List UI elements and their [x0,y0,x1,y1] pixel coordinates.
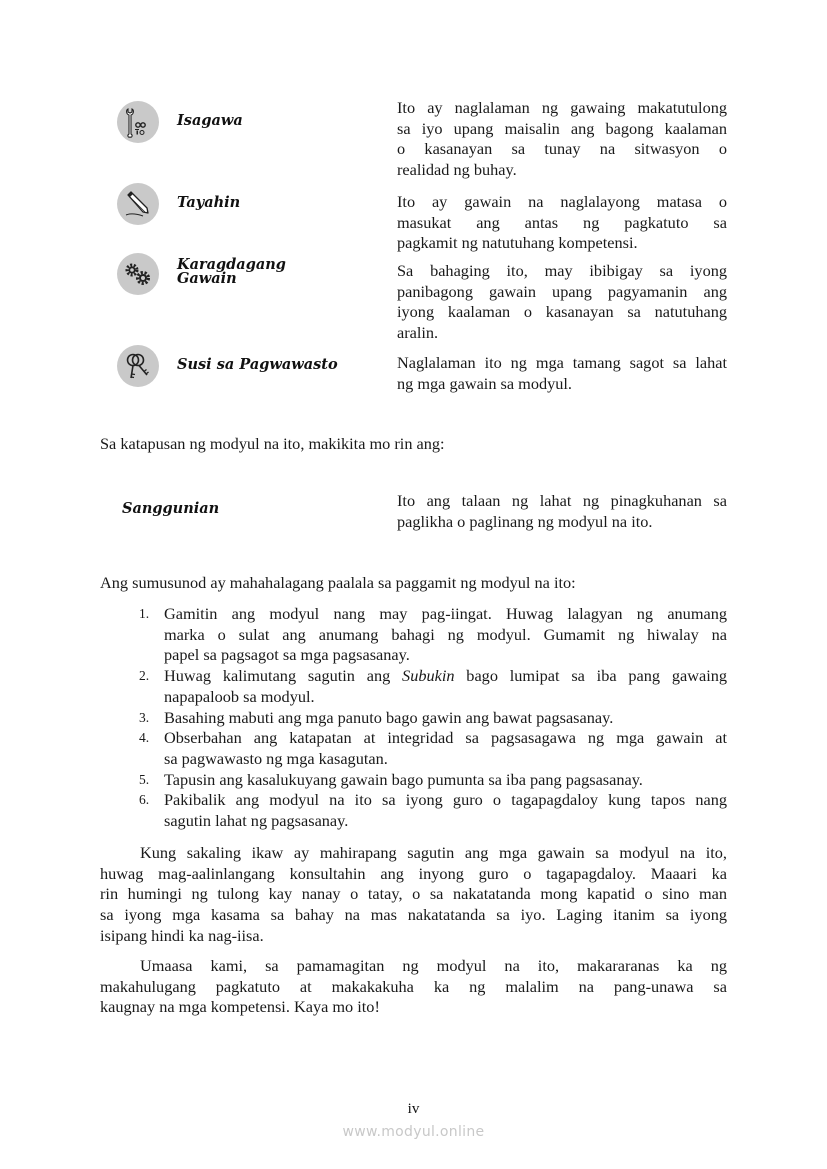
page-number: iv [407,1101,420,1117]
list-item [136,770,727,791]
list-line: sagutin lahat ng pagsasanay. [164,811,349,831]
list-line: sa pagwawasto ng mga kasagutan. [164,748,388,768]
section-description [397,98,727,181]
paragraph-line: Kung sakaling ikaw ay mahirapang sagutin ang mga gawain sa modyul na ito, [140,843,727,862]
pencil-icon [117,183,159,225]
list-line: marka o sulat ang anumang bahagi ng modyul. Gumamit ng hiwalay na [164,624,727,644]
watermark: www.modyul.online [342,1124,485,1140]
list-text [164,708,727,729]
desc-line: Ito ay naglalaman ng gawaing makatutulong [397,98,727,117]
section-title: Susi sa Pagwawasto [177,356,338,373]
list-text [164,790,727,831]
section-description [397,192,727,254]
desc-line: o kasanayan sa tunay na sitwasyon o [397,139,727,159]
section-description [397,261,727,344]
section-title: Tayahin [177,194,241,211]
keys-icon [117,345,159,387]
section-description [397,491,727,532]
section-title [177,258,367,286]
reminders-list [136,604,727,832]
list-text [164,770,727,791]
desc-line: sa iyo upang maisalin ang bagong kaalaman [397,118,727,138]
list-item [136,708,727,729]
desc-line: pagkamit ng natutuhang kompetensi. [397,233,638,253]
list-line [164,666,727,687]
list-number: 2. [139,668,150,684]
text-segment: bago lumipat sa iba pang gawaing [454,666,727,686]
paragraph-line: makahulugang pagkatuto at makakakuha ka ng malalim na pang-unawa sa [100,976,727,996]
paragraph-line: isipang hindi ka nag-iisa. [100,925,264,945]
desc-line: Ito ay gawain na naglalayong matasa o [397,192,727,211]
paragraph-line: Umaasa kami, sa pamamagitan ng modyul na ito, makararanas ka ng [140,956,727,975]
desc-line: aralin. [397,323,439,343]
list-text [164,666,727,707]
desc-line: Naglalaman ito ng mga tamang sagot sa lahat [397,353,727,372]
list-number: 3. [139,709,150,725]
desc-line: masukat ang antas ng pagkatuto sa [397,212,727,232]
title-line: Karagdagang [177,256,286,273]
title-line: Gawain [177,270,237,287]
wrench-tools-icon [117,101,159,143]
list-item [136,666,727,707]
section-title: Sanggunian [122,500,220,517]
desc-line: paglikha o paglinang ng modyul na ito. [397,511,653,531]
desc-line: Ito ang talaan ng lahat ng pinagkuhanan sa [397,491,727,510]
section-description [397,353,727,394]
gears-icon [117,253,159,295]
desc-line: panibagong gawain upang pagyamanin ang [397,281,727,301]
list-line: Obserbahan ang katapatan at integridad sa pagsasagawa ng mga gawain at [164,728,727,748]
list-line: Gamitin ang modyul nang may pag-iingat. Huwag lalagyan ng anumang [164,604,727,623]
desc-line: ng mga gawain sa modyul. [397,373,572,393]
reminders-intro-text: Ang sumusunod ay mahahalagang paalala sa paggamit ng modyul na ito: [100,573,576,592]
list-number: 5. [139,771,150,787]
list-item [136,728,727,769]
list-number: 1. [139,606,150,621]
list-number: 4. [139,730,150,746]
desc-line: Sa bahaging ito, may ibibigay sa iyong [397,261,727,280]
list-number: 6. [139,792,150,808]
paragraph-line: sa iyong mga kasama sa bahay na mas nakatatanda sa iyo. Laging itanim sa iyong [100,905,727,925]
subukin-emphasis: Subukin [402,666,455,686]
list-item [136,790,727,831]
end-intro-text: Sa katapusan ng modyul na ito, makikita mo rin ang: [100,434,445,453]
closing-paragraph [100,956,727,1018]
paragraph-line: rin humingi ng tulong kay nanay o tatay, o sa nakatatanda mong kapatid o sino man [100,884,727,904]
help-paragraph [100,843,727,947]
list-text [164,604,727,666]
list-line: napapaloob sa modyul. [164,686,315,706]
list-line: Basahing mabuti ang mga panuto bago gawin ang bawat pagsasanay. [164,707,614,727]
paragraph-line: kaugnay na mga kompetensi. Kaya mo ito! [100,997,380,1017]
desc-line: realidad ng buhay. [397,160,517,180]
section-title: Isagawa [177,112,243,129]
text-segment: Huwag kalimutang sagutin ang [164,666,403,686]
list-text [164,728,727,769]
paragraph-line: huwag mag-aalinlangang konsultahin ang inyong guro o tagapagdaloy. Maaari ka [100,863,727,883]
list-line: Tapusin ang kasalukuyang gawain bago pumunta sa iba pang pagsasanay. [164,769,643,789]
desc-line: iyong kaalaman o kasanayan sa natutuhang [397,302,727,322]
list-line: Pakibalik ang modyul na ito sa iyong guro o tagapagdaloy kung tapos nang [164,790,727,810]
list-line: papel sa pagsagot sa mga pagsasanay. [164,645,410,665]
list-item [136,604,727,666]
